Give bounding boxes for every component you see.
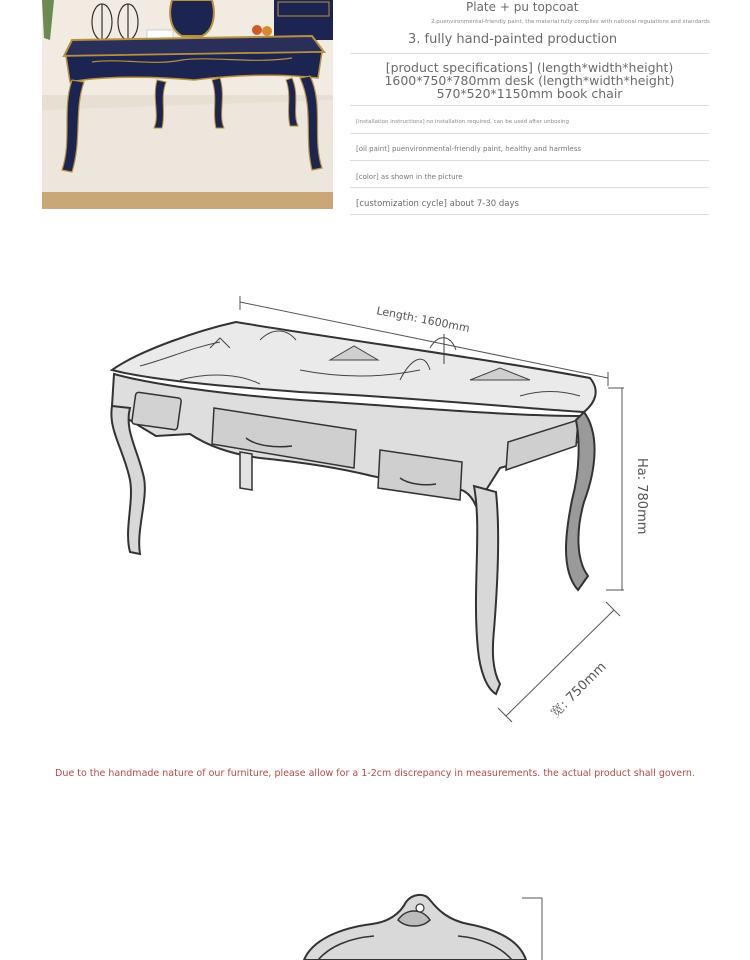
- divider: [350, 187, 709, 188]
- product-photo: [42, 0, 333, 209]
- paint-note-text: 2.puenvironmental-friendly paint, the material fully complies with national regulations and standards: [431, 19, 710, 25]
- customization-text: [customization cycle] about 7-30 days: [356, 199, 519, 209]
- divider: [350, 214, 709, 215]
- coating-text: Plate + pu topcoat: [466, 0, 579, 14]
- divider: [350, 105, 709, 106]
- width-label: 宽: 750mm: [548, 659, 610, 721]
- color-text: [color] as shown in the picture: [356, 173, 463, 181]
- product-specifications: [350, 61, 709, 100]
- height-label: Ha: 780mm: [634, 458, 649, 535]
- production-text: 3. fully hand-painted production: [408, 32, 618, 47]
- divider: [350, 160, 709, 161]
- spec-line-3: 570*520*1150mm book chair: [436, 86, 623, 101]
- divider: [350, 53, 709, 54]
- spec-line-1: [product specifications] (length*width*height): [385, 60, 674, 75]
- oil-paint-text: [oil paint] puenvironmental-friendly paint, healthy and harmless: [356, 145, 582, 153]
- desk-dimension-drawing: [0, 230, 750, 760]
- length-label: Length: 1600mm: [375, 304, 471, 335]
- spec-line-2: 1600*750*780mm desk (length*width*height): [384, 73, 675, 88]
- installation-text: [installation instructions] no installation required, can be used after unboxing: [356, 119, 570, 125]
- chair-drawing: [0, 880, 750, 960]
- measurement-notice: Due to the handmade nature of our furniture, please allow for a 1-2cm discrepancy in measurements. the actual product shall govern.: [55, 768, 695, 779]
- divider: [350, 133, 709, 134]
